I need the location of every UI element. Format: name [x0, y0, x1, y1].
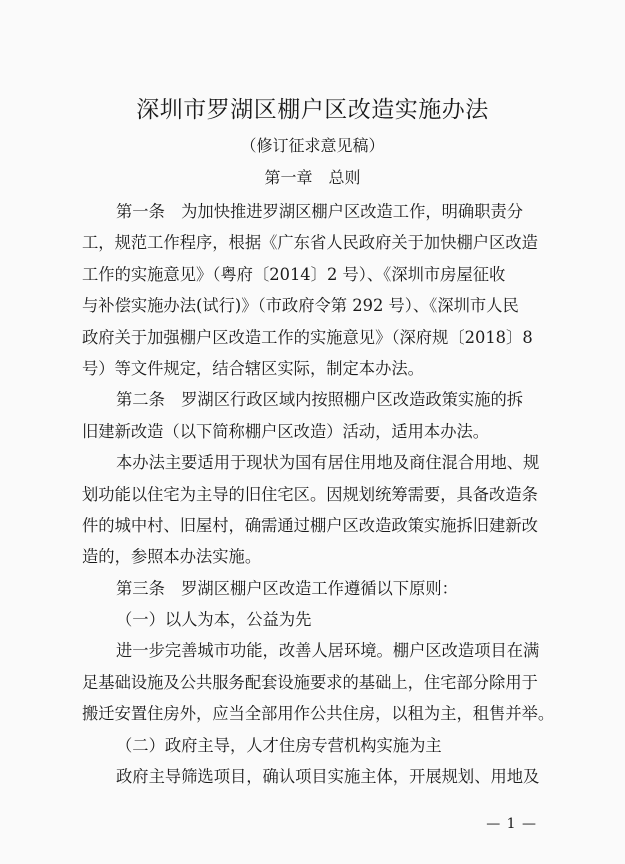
text-line: 工作的实施意见》（粤府〔2014〕2 号）、《深圳市房屋征收 — [82, 264, 506, 284]
text-line: （二）政府主导，人才住房专营机构实施为主 — [116, 735, 442, 755]
text-line: 政府关于加强棚户区改造工作的实施意见》（深府规〔2018〕8 — [82, 327, 533, 347]
text-line: 搬迁安置住房外，应当全部用作公共住房，以租为主，租售并举。 — [82, 704, 554, 724]
page-number: — 1 — — [486, 816, 537, 832]
text-line: 进一步完善城市功能，改善人居环境。棚户区改造项目在满 — [116, 641, 540, 661]
text-line: 政府主导筛选项目，确认项目实施主体，开展规划、用地及 — [116, 767, 540, 787]
document-title: 深圳市罗湖区棚户区改造实施办法 — [136, 97, 489, 123]
text-line: 号）等文件规定，结合辖区实际，制定本办法。 — [82, 358, 424, 378]
chapter-heading: 第一章 总则 — [264, 168, 361, 187]
text-line: 足基础设施及公共服务配套设施要求的基础上，住宅部分除用于 — [82, 672, 538, 692]
text-line: 与补偿实施办法(试行)》（市政府令第 292 号）、《深圳市人民 — [82, 296, 519, 316]
text-line: （一）以人为本，公益为先 — [116, 610, 312, 630]
text-line: 造的，参照本办法实施。 — [82, 547, 262, 567]
text-line: 本办法主要适用于现状为国有居住用地及商住混合用地、规 — [116, 453, 540, 473]
document-subtitle: （修订征求意见稿） — [240, 136, 385, 155]
document-body — [82, 196, 554, 792]
text-line: 第一条 为加快推进罗湖区棚户区改造工作，明确职责分 — [116, 202, 524, 221]
text-line: 划功能以住宅为主导的旧住宅区。因规划统筹需要，具备改造条 — [82, 484, 538, 504]
text-line: 第二条 罗湖区行政区域内按照棚户区改造政策实施的拆 — [116, 390, 524, 410]
text-line: 工，规范工作程序，根据《广东省人民政府关于加快棚户区改造 — [82, 233, 538, 253]
text-line: 件的城中村、旧屋村，确需通过棚户区改造政策实施拆旧建新改 — [82, 515, 538, 535]
text-line: 第三条 罗湖区棚户区改造工作遵循以下原则： — [116, 578, 458, 598]
text-line: 旧建新改造（以下简称棚户区改造）活动，适用本办法。 — [82, 421, 490, 441]
